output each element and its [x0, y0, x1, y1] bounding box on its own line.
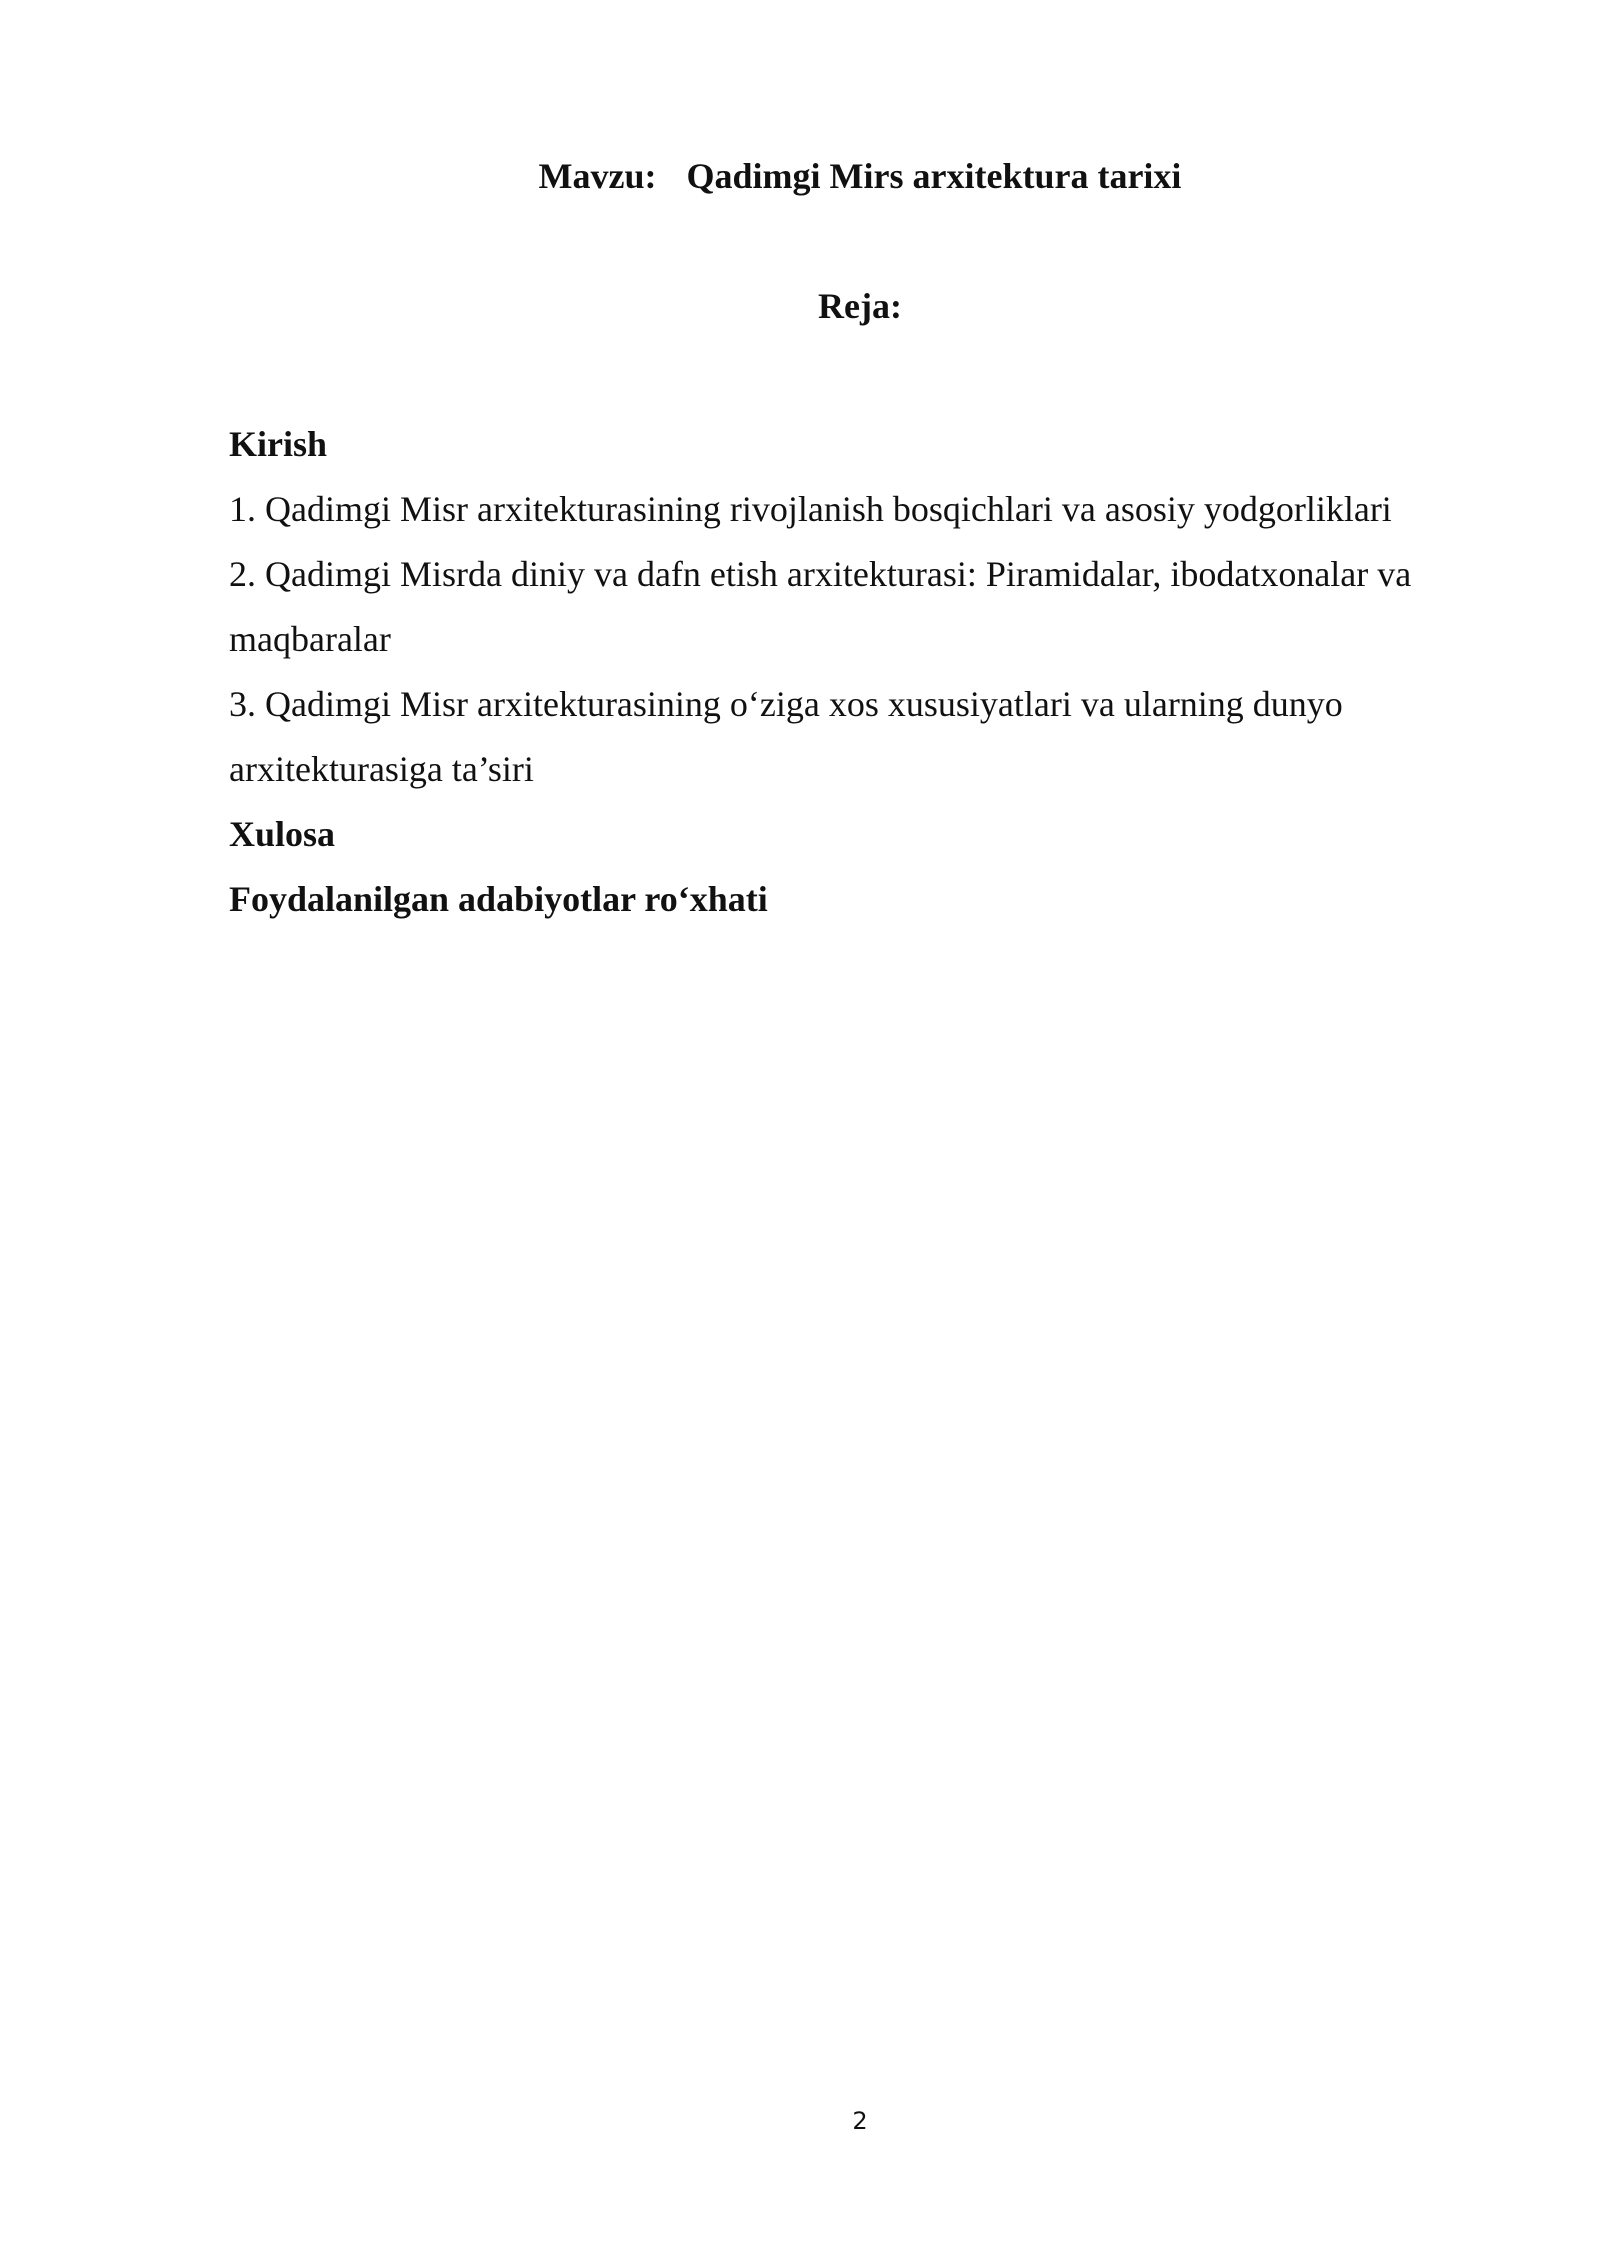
plan-item-1: 1. Qadimgi Misr arxitekturasining rivojlanish bosqichlari va asosiy yodgorliklari — [229, 489, 1392, 529]
title-label: Mavzu: — [538, 156, 657, 196]
plan-item-3-continued: arxitekturasiga ta’siri — [229, 749, 534, 789]
references-heading: Foydalanilgan adabiyotlar ro‘xhati — [229, 879, 768, 919]
plan-heading-text: Reja: — [818, 286, 902, 326]
intro-heading: Kirish — [229, 424, 328, 464]
plan-heading — [0, 282, 1600, 330]
plan-item-2-continued: maqbaralar — [229, 619, 391, 659]
title-wrapper — [539, 152, 1182, 200]
plan-item-3: 3. Qadimgi Misr arxitekturasining o‘ziga xos xususiyatlari va ularning dunyo — [229, 684, 1343, 724]
conclusion-heading: Xulosa — [229, 814, 336, 854]
page-number: 2 — [852, 2107, 868, 2135]
plan-list — [229, 412, 1479, 932]
title-text: Qadimgi Mirs arxitektura tarixi — [686, 156, 1182, 196]
plan-item-2: 2. Qadimgi Misrda diniy va dafn etish arxitekturasi: Piramidalar, ibodatxonalar va — [229, 554, 1412, 594]
document-title — [0, 152, 1600, 200]
